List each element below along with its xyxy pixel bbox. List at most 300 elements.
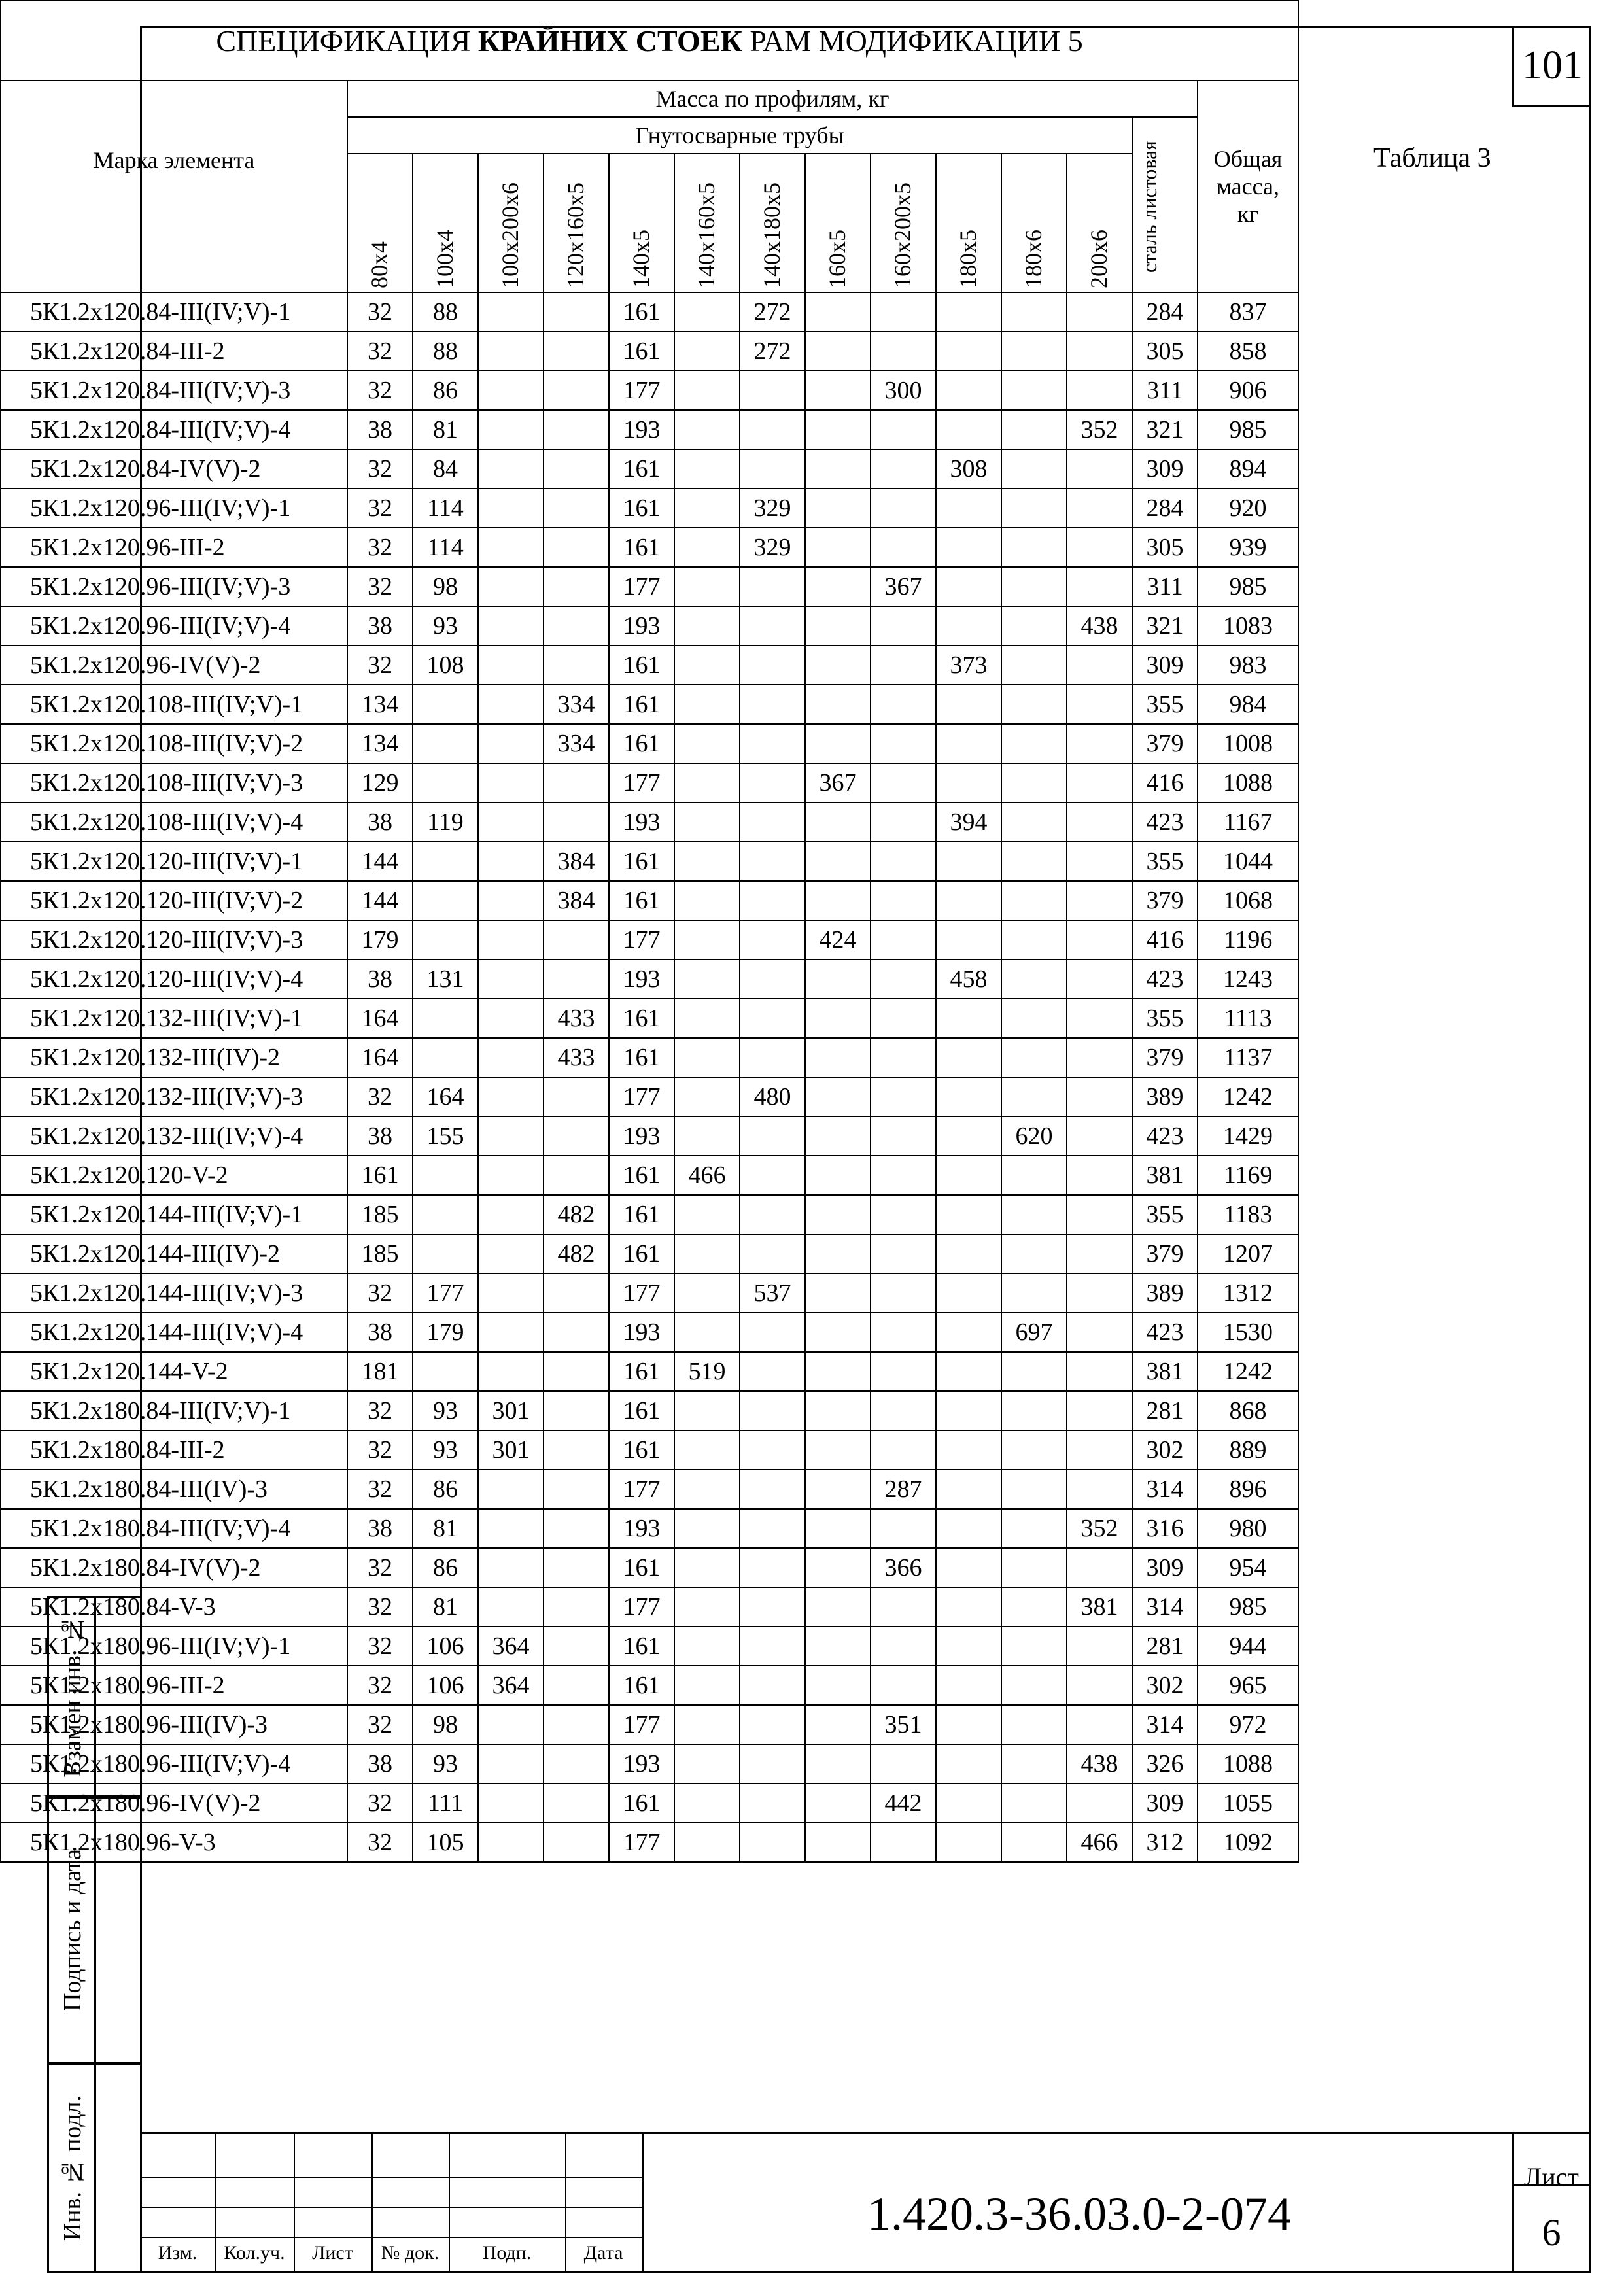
sheet-steel-cell: 311: [1132, 371, 1198, 410]
mass-cell: 119: [413, 802, 478, 842]
total-mass-cell: 896: [1198, 1470, 1298, 1509]
tb-col-izm: Изм.: [158, 2242, 198, 2264]
mass-cell: 161: [609, 489, 674, 528]
sheet-steel-header: сталь листовая: [1132, 117, 1198, 292]
mass-cell: 32: [347, 332, 413, 371]
element-mark: 5К1.2х120.84-III(IV;V)-1: [1, 292, 347, 332]
total-mass-cell: 1113: [1198, 999, 1298, 1038]
sheet-steel-cell: 314: [1132, 1705, 1198, 1744]
element-mark: 5К1.2х120.144-III(IV;V)-3: [1, 1273, 347, 1313]
element-mark: 5К1.2х120.144-V-2: [1, 1352, 347, 1391]
total-mass-cell: 1530: [1198, 1313, 1298, 1352]
sheet-steel-cell: 379: [1132, 881, 1198, 920]
sheet-steel-cell: 309: [1132, 646, 1198, 685]
total-mass-cell: 1242: [1198, 1352, 1298, 1391]
mass-cell: 108: [413, 646, 478, 685]
sheet-steel-cell: 381: [1132, 1156, 1198, 1195]
mass-cell: 161: [609, 1666, 674, 1705]
sheet-steel-cell: 314: [1132, 1470, 1198, 1509]
sheet-steel-cell: 355: [1132, 999, 1198, 1038]
sheet-steel-cell: 309: [1132, 449, 1198, 489]
mass-cell: 367: [871, 567, 936, 606]
element-mark: 5К1.2х180.84-III(IV)-3: [1, 1470, 347, 1509]
mass-cell: 81: [413, 1587, 478, 1627]
sheet-steel-cell: 305: [1132, 332, 1198, 371]
sheet-steel-cell: 305: [1132, 528, 1198, 567]
total-mass-cell: 972: [1198, 1705, 1298, 1744]
sheet-steel-cell: 284: [1132, 292, 1198, 332]
stamp-sign-date: Подпись и дата: [47, 1797, 140, 2063]
total-mass-cell: 1088: [1198, 763, 1298, 802]
mass-cell: 93: [413, 1430, 478, 1470]
mass-cell: 32: [347, 292, 413, 332]
mass-cell: 161: [609, 1627, 674, 1666]
mass-cell: 458: [936, 959, 1001, 999]
mass-cell: 177: [609, 1470, 674, 1509]
mass-cell: 161: [609, 528, 674, 567]
sheet-steel-cell: 379: [1132, 724, 1198, 763]
total-mass-cell: 906: [1198, 371, 1298, 410]
profile-header: 140х180х5: [740, 154, 805, 292]
total-mass-cell: 1083: [1198, 606, 1298, 646]
mass-cell: 32: [347, 1273, 413, 1313]
mass-cell: 177: [609, 920, 674, 959]
mass-cell: 177: [609, 1823, 674, 1862]
mark-header: Марка элемента: [1, 80, 347, 292]
element-mark: 5К1.2х180.96-III(IV)-3: [1, 1705, 347, 1744]
mass-cell: 114: [413, 528, 478, 567]
total-mass-cell: 889: [1198, 1430, 1298, 1470]
mass-cell: 177: [609, 763, 674, 802]
sheet-steel-cell: 326: [1132, 1744, 1198, 1784]
mass-cell: 161: [609, 1234, 674, 1273]
total-mass-cell: 1243: [1198, 959, 1298, 999]
element-mark: 5К1.2х120.144-III(IV;V)-4: [1, 1313, 347, 1352]
mass-cell: 620: [1001, 1116, 1067, 1156]
mass-cell: 161: [609, 332, 674, 371]
sheet-steel-cell: 379: [1132, 1234, 1198, 1273]
mass-cell: 32: [347, 646, 413, 685]
element-mark: 5К1.2х120.120-III(IV;V)-1: [1, 842, 347, 881]
mass-cell: 32: [347, 1784, 413, 1823]
total-mass-cell: 858: [1198, 332, 1298, 371]
element-mark: 5К1.2х180.84-III(IV;V)-4: [1, 1509, 347, 1548]
mass-cell: 161: [347, 1156, 413, 1195]
total-mass-cell: 985: [1198, 567, 1298, 606]
mass-cell: 38: [347, 1509, 413, 1548]
page-frame: [140, 26, 1591, 2273]
tb-col-sign: Подп.: [482, 2242, 532, 2264]
sheet-steel-cell: 416: [1132, 920, 1198, 959]
element-mark: 5К1.2х180.96-V-3: [1, 1823, 347, 1862]
mass-cell: 177: [609, 1273, 674, 1313]
mass-cell: 93: [413, 606, 478, 646]
mass-cell: 105: [413, 1823, 478, 1862]
element-mark: 5К1.2х120.132-III(IV)-2: [1, 1038, 347, 1077]
mass-cell: 301: [478, 1430, 544, 1470]
tb-col-date: Дата: [583, 2242, 623, 2264]
total-mass-cell: 1312: [1198, 1273, 1298, 1313]
tb-col-kol: Кол.уч.: [224, 2242, 285, 2264]
tubes-header: Гнутосварные трубы: [347, 117, 1132, 154]
mass-cell: 32: [347, 528, 413, 567]
stamp-inv-no: Инв. № подл.: [47, 2063, 140, 2273]
element-mark: 5К1.2х180.96-III(IV;V)-4: [1, 1744, 347, 1784]
mass-cell: 134: [347, 724, 413, 763]
element-mark: 5К1.2х120.108-III(IV;V)-2: [1, 724, 347, 763]
sheet-steel-cell: 302: [1132, 1666, 1198, 1705]
element-mark: 5К1.2х180.96-IV(V)-2: [1, 1784, 347, 1823]
mass-cell: 433: [544, 1038, 609, 1077]
mass-cell: 438: [1067, 1744, 1132, 1784]
mass-cell: 106: [413, 1627, 478, 1666]
sheet-steel-cell: 355: [1132, 842, 1198, 881]
total-mass-cell: 1207: [1198, 1234, 1298, 1273]
element-mark: 5К1.2х180.96-III(IV;V)-1: [1, 1627, 347, 1666]
total-mass-cell: 1044: [1198, 842, 1298, 881]
table-label: Таблица 3: [1373, 143, 1491, 173]
total-mass-header: Общая масса, кг: [1198, 80, 1298, 292]
element-mark: 5К1.2х120.96-III-2: [1, 528, 347, 567]
sheet-steel-cell: 321: [1132, 606, 1198, 646]
element-mark: 5К1.2х120.96-III(IV;V)-3: [1, 567, 347, 606]
element-mark: 5К1.2х120.120-III(IV;V)-3: [1, 920, 347, 959]
total-mass-cell: 954: [1198, 1548, 1298, 1587]
mass-cell: 161: [609, 1352, 674, 1391]
mass-cell: 334: [544, 724, 609, 763]
element-mark: 5К1.2х120.132-III(IV;V)-1: [1, 999, 347, 1038]
mass-cell: 384: [544, 881, 609, 920]
mass-cell: 185: [347, 1234, 413, 1273]
element-mark: 5К1.2х180.84-IV(V)-2: [1, 1548, 347, 1587]
total-mass-cell: 1068: [1198, 881, 1298, 920]
total-mass-cell: 965: [1198, 1666, 1298, 1705]
mass-cell: 433: [544, 999, 609, 1038]
mass-cell: 32: [347, 1430, 413, 1470]
element-mark: 5К1.2х120.84-III-2: [1, 332, 347, 371]
mass-cell: 134: [347, 685, 413, 724]
element-mark: 5К1.2х120.108-III(IV;V)-4: [1, 802, 347, 842]
total-mass-cell: 944: [1198, 1627, 1298, 1666]
mass-cell: 32: [347, 1548, 413, 1587]
mass-cell: 32: [347, 567, 413, 606]
mass-cell: 84: [413, 449, 478, 489]
mass-cell: 366: [871, 1548, 936, 1587]
total-mass-cell: 1008: [1198, 724, 1298, 763]
mass-cell: 482: [544, 1234, 609, 1273]
profile-header: 100х4: [413, 154, 478, 292]
sheet-steel-cell: 355: [1132, 685, 1198, 724]
mass-cell: 88: [413, 332, 478, 371]
mass-cell: 86: [413, 1548, 478, 1587]
element-mark: 5К1.2х120.144-III(IV)-2: [1, 1234, 347, 1273]
sheet-steel-cell: 281: [1132, 1391, 1198, 1430]
mass-cell: 131: [413, 959, 478, 999]
mass-cell: 111: [413, 1784, 478, 1823]
total-mass-cell: 1055: [1198, 1784, 1298, 1823]
sheet-steel-cell: 309: [1132, 1548, 1198, 1587]
profile-header: 180х6: [1001, 154, 1067, 292]
mass-cell: 334: [544, 685, 609, 724]
mass-cell: 193: [609, 1744, 674, 1784]
sheet-number: 6: [1542, 2211, 1561, 2254]
mass-cell: 364: [478, 1666, 544, 1705]
sheet-steel-cell: 389: [1132, 1077, 1198, 1116]
mass-cell: 86: [413, 1470, 478, 1509]
sheet-steel-cell: 312: [1132, 1823, 1198, 1862]
mass-cell: 424: [805, 920, 871, 959]
total-mass-cell: 894: [1198, 449, 1298, 489]
mass-cell: 181: [347, 1352, 413, 1391]
element-mark: 5К1.2х180.96-III-2: [1, 1666, 347, 1705]
table-title: СПЕЦИФИКАЦИЯ КРАЙНИХ СТОЕК РАМ МОДИФИКАЦИИ 5: [1, 1, 1298, 80]
mass-cell: 300: [871, 371, 936, 410]
sheet-steel-cell: 302: [1132, 1430, 1198, 1470]
sheet-steel-cell: 379: [1132, 1038, 1198, 1077]
total-mass-cell: 868: [1198, 1391, 1298, 1430]
sheet-steel-cell: 355: [1132, 1195, 1198, 1234]
mass-cell: 193: [609, 802, 674, 842]
mass-cell: 161: [609, 685, 674, 724]
element-mark: 5К1.2х120.84-III(IV;V)-3: [1, 371, 347, 410]
mass-cell: 537: [740, 1273, 805, 1313]
mass-cell: 161: [609, 292, 674, 332]
element-mark: 5К1.2х120.96-III(IV;V)-1: [1, 489, 347, 528]
mass-cell: 129: [347, 763, 413, 802]
mass-cell: 193: [609, 1313, 674, 1352]
sheet-steel-cell: 423: [1132, 1116, 1198, 1156]
mass-cell: 32: [347, 1391, 413, 1430]
total-mass-cell: 985: [1198, 1587, 1298, 1627]
mass-cell: 93: [413, 1744, 478, 1784]
sheet-steel-cell: 316: [1132, 1509, 1198, 1548]
mass-cell: 193: [609, 410, 674, 449]
mass-cell: 161: [609, 1156, 674, 1195]
element-mark: 5К1.2х180.84-III(IV;V)-1: [1, 1391, 347, 1430]
mass-cell: 114: [413, 489, 478, 528]
element-mark: 5К1.2х120.96-IV(V)-2: [1, 646, 347, 685]
mass-cell: 32: [347, 1666, 413, 1705]
mass-cell: 193: [609, 1116, 674, 1156]
mass-cell: 519: [674, 1352, 740, 1391]
element-mark: 5К1.2х120.108-III(IV;V)-3: [1, 763, 347, 802]
element-mark: 5К1.2х120.120-V-2: [1, 1156, 347, 1195]
mass-cell: 38: [347, 410, 413, 449]
mass-cell: 32: [347, 1627, 413, 1666]
element-mark: 5К1.2х120.108-III(IV;V)-1: [1, 685, 347, 724]
mass-cell: 466: [674, 1156, 740, 1195]
total-mass-cell: 983: [1198, 646, 1298, 685]
sheet-steel-cell: 314: [1132, 1587, 1198, 1627]
sheet-label: Лист: [1524, 2162, 1579, 2192]
mass-cell: 329: [740, 528, 805, 567]
mass-cell: 177: [609, 1705, 674, 1744]
mass-cell: 38: [347, 1313, 413, 1352]
profile-header: 160х200х5: [871, 154, 936, 292]
tb-col-list: Лист: [312, 2242, 353, 2264]
mass-cell: 161: [609, 1548, 674, 1587]
mass-cell: 81: [413, 410, 478, 449]
element-mark: 5К1.2х180.84-V-3: [1, 1587, 347, 1627]
mass-cell: 161: [609, 881, 674, 920]
document-code: 1.420.3-36.03.0-2-074: [867, 2188, 1291, 2240]
mass-cell: 38: [347, 1744, 413, 1784]
page-number: 101: [1512, 26, 1591, 107]
mass-cell: 272: [740, 332, 805, 371]
mass-cell: 81: [413, 1509, 478, 1548]
mass-cell: 373: [936, 646, 1001, 685]
total-mass-cell: 837: [1198, 292, 1298, 332]
total-mass-cell: 984: [1198, 685, 1298, 724]
mass-cell: 38: [347, 959, 413, 999]
mass-cell: 442: [871, 1784, 936, 1823]
sheet-steel-cell: 309: [1132, 1784, 1198, 1823]
mass-cell: 384: [544, 842, 609, 881]
mass-cell: 697: [1001, 1313, 1067, 1352]
mass-cell: 177: [609, 1587, 674, 1627]
element-mark: 5К1.2х180.84-III-2: [1, 1430, 347, 1470]
total-mass-cell: 1429: [1198, 1116, 1298, 1156]
mass-cell: 93: [413, 1391, 478, 1430]
sheet-steel-cell: 423: [1132, 802, 1198, 842]
element-mark: 5К1.2х120.84-III(IV;V)-4: [1, 410, 347, 449]
mass-cell: 161: [609, 724, 674, 763]
title-block-top-line: [140, 2132, 1591, 2134]
mass-cell: 32: [347, 1705, 413, 1744]
total-mass-cell: 1169: [1198, 1156, 1298, 1195]
mass-cell: 161: [609, 449, 674, 489]
mass-cell: 193: [609, 1509, 674, 1548]
mass-cell: 177: [413, 1273, 478, 1313]
mass-cell: 466: [1067, 1823, 1132, 1862]
mass-cell: 177: [609, 371, 674, 410]
sheet-steel-cell: 381: [1132, 1352, 1198, 1391]
mass-cell: 161: [609, 1391, 674, 1430]
mass-cell: 193: [609, 959, 674, 999]
element-mark: 5К1.2х120.96-III(IV;V)-4: [1, 606, 347, 646]
mass-cell: 164: [413, 1077, 478, 1116]
mass-cell: 155: [413, 1116, 478, 1156]
mass-cell: 364: [478, 1627, 544, 1666]
mass-cell: 308: [936, 449, 1001, 489]
mass-cell: 381: [1067, 1587, 1132, 1627]
mass-cell: 177: [609, 1077, 674, 1116]
mass-cell: 367: [805, 763, 871, 802]
mass-cell: 161: [609, 842, 674, 881]
total-mass-cell: 985: [1198, 410, 1298, 449]
total-mass-cell: 1167: [1198, 802, 1298, 842]
mass-cell: 38: [347, 802, 413, 842]
mass-cell: 301: [478, 1391, 544, 1430]
profile-header: 80х4: [347, 154, 413, 292]
sheet-steel-cell: 311: [1132, 567, 1198, 606]
profile-header: 120х160х5: [544, 154, 609, 292]
mass-cell: 88: [413, 292, 478, 332]
mass-cell: 98: [413, 1705, 478, 1744]
mass-cell: 161: [609, 999, 674, 1038]
mass-cell: 161: [609, 1430, 674, 1470]
total-mass-cell: 1242: [1198, 1077, 1298, 1116]
element-mark: 5К1.2х120.132-III(IV;V)-4: [1, 1116, 347, 1156]
mass-cell: 482: [544, 1195, 609, 1234]
mass-by-profiles-header: Масса по профилям, кг: [347, 80, 1198, 117]
tb-col-doc: № док.: [381, 2242, 440, 2264]
mass-cell: 193: [609, 606, 674, 646]
mass-cell: 272: [740, 292, 805, 332]
total-mass-cell: 1183: [1198, 1195, 1298, 1234]
total-mass-cell: 920: [1198, 489, 1298, 528]
stamp-replace-inv: Взамен инв. №: [47, 1596, 140, 1797]
mass-cell: 32: [347, 1470, 413, 1509]
mass-cell: 352: [1067, 410, 1132, 449]
mass-cell: 164: [347, 999, 413, 1038]
mass-cell: 480: [740, 1077, 805, 1116]
mass-cell: 351: [871, 1705, 936, 1744]
total-mass-cell: 980: [1198, 1509, 1298, 1548]
mass-cell: 179: [347, 920, 413, 959]
mass-cell: 161: [609, 1195, 674, 1234]
element-mark: 5К1.2х120.120-III(IV;V)-4: [1, 959, 347, 999]
mass-cell: 98: [413, 567, 478, 606]
total-mass-cell: 1196: [1198, 920, 1298, 959]
mass-cell: 161: [609, 646, 674, 685]
total-mass-cell: 939: [1198, 528, 1298, 567]
sheet-steel-cell: 321: [1132, 410, 1198, 449]
mass-cell: 185: [347, 1195, 413, 1234]
profile-header: 140х160х5: [674, 154, 740, 292]
mass-cell: 161: [609, 1038, 674, 1077]
mass-cell: 32: [347, 371, 413, 410]
mass-cell: 32: [347, 1823, 413, 1862]
profile-header: 180х5: [936, 154, 1001, 292]
mass-cell: 352: [1067, 1509, 1132, 1548]
mass-cell: 32: [347, 449, 413, 489]
mass-cell: 32: [347, 1587, 413, 1627]
sheet-steel-cell: 389: [1132, 1273, 1198, 1313]
profile-header: 140х5: [609, 154, 674, 292]
element-mark: 5К1.2х120.132-III(IV;V)-3: [1, 1077, 347, 1116]
sheet-steel-cell: 423: [1132, 1313, 1198, 1352]
mass-cell: 177: [609, 567, 674, 606]
element-mark: 5К1.2х120.84-IV(V)-2: [1, 449, 347, 489]
mass-cell: 106: [413, 1666, 478, 1705]
mass-cell: 164: [347, 1038, 413, 1077]
mass-cell: 179: [413, 1313, 478, 1352]
mass-cell: 144: [347, 842, 413, 881]
mass-cell: 329: [740, 489, 805, 528]
element-mark: 5К1.2х120.144-III(IV;V)-1: [1, 1195, 347, 1234]
sheet-steel-cell: 423: [1132, 959, 1198, 999]
mass-cell: 394: [936, 802, 1001, 842]
profile-header: 160х5: [805, 154, 871, 292]
element-mark: 5К1.2х120.120-III(IV;V)-2: [1, 881, 347, 920]
profile-header: 200х6: [1067, 154, 1132, 292]
mass-cell: 86: [413, 371, 478, 410]
total-mass-cell: 1092: [1198, 1823, 1298, 1862]
mass-cell: 38: [347, 1116, 413, 1156]
total-mass-cell: 1137: [1198, 1038, 1298, 1077]
total-mass-cell: 1088: [1198, 1744, 1298, 1784]
mass-cell: 32: [347, 489, 413, 528]
mass-cell: 38: [347, 606, 413, 646]
mass-cell: 438: [1067, 606, 1132, 646]
sheet-steel-cell: 416: [1132, 763, 1198, 802]
sheet-steel-cell: 284: [1132, 489, 1198, 528]
mass-cell: 287: [871, 1470, 936, 1509]
mass-cell: 32: [347, 1077, 413, 1116]
sheet-steel-cell: 281: [1132, 1627, 1198, 1666]
mass-cell: 144: [347, 881, 413, 920]
